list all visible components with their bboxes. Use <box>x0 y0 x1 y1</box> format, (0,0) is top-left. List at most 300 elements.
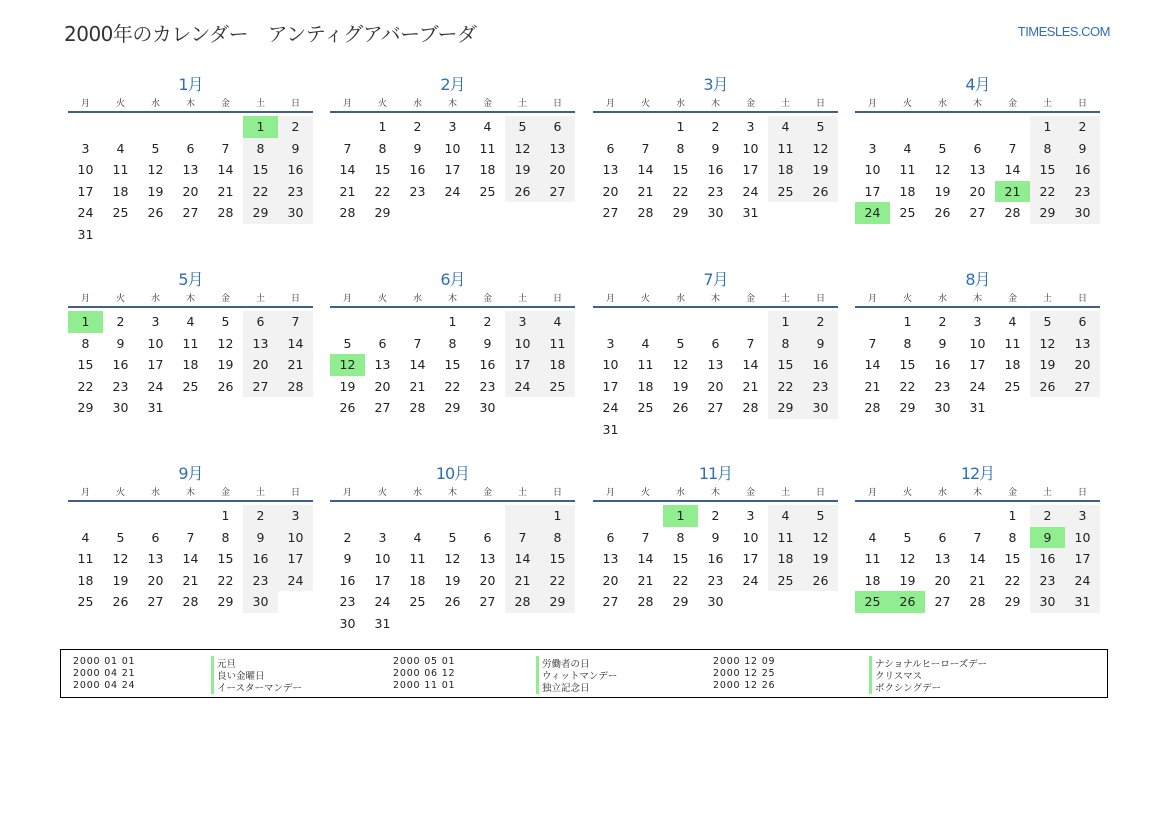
month-block <box>855 74 1100 224</box>
empty-cell <box>960 116 995 138</box>
weekday-label: 火 <box>640 294 650 304</box>
empty-cell <box>330 116 365 138</box>
day-cell: 18 <box>864 572 881 588</box>
day-cell: 27 <box>374 400 391 415</box>
empty-cell <box>103 116 138 138</box>
day-cell: 10 <box>77 162 94 177</box>
day-cell: 29 <box>217 594 234 609</box>
day-cell: 3 <box>151 314 160 329</box>
month-name: 2月 <box>440 75 465 94</box>
weekday-label: 日 <box>815 294 825 304</box>
day-cell: 19 <box>339 378 356 394</box>
day-grid <box>330 311 575 419</box>
holiday-name: 良い金曜日 <box>211 668 265 682</box>
day-cell: 5 <box>448 529 457 545</box>
day-cell: 24 <box>742 183 759 199</box>
day-cell: 9 <box>243 527 278 549</box>
day-cell: 25 <box>768 570 803 592</box>
empty-cell <box>435 613 470 635</box>
month-block <box>855 269 1100 419</box>
day-cell: 16 <box>707 162 724 177</box>
day-cell: 24 <box>602 400 619 415</box>
weekday-header <box>593 485 838 500</box>
day-cell: 18 <box>768 548 803 570</box>
empty-cell <box>173 505 208 527</box>
holiday-name: クリスマス <box>869 668 922 682</box>
day-cell: 12 <box>899 551 916 566</box>
weekday-label: 水 <box>412 294 422 304</box>
weekday-label: 木 <box>447 488 457 498</box>
day-cell: 25 <box>899 205 916 220</box>
empty-cell <box>208 397 243 419</box>
weekday-label: 金 <box>745 99 755 109</box>
day-cell: 17 <box>742 551 759 566</box>
day-cell: 6 <box>606 140 615 156</box>
day-cell: 5 <box>151 140 160 156</box>
day-cell: 26 <box>1030 376 1065 398</box>
day-cell: 3 <box>746 119 755 134</box>
day-cell: 10 <box>147 335 164 351</box>
day-cell: 9 <box>803 333 838 355</box>
empty-cell <box>400 202 435 224</box>
day-grid <box>593 116 838 224</box>
day-cell: 26 <box>217 378 234 394</box>
day-cell: 4 <box>81 529 90 545</box>
month-name: 12月 <box>960 464 995 483</box>
weekday-label: 火 <box>902 488 912 498</box>
day-cell: 7 <box>505 527 540 549</box>
month-name: 11月 <box>698 464 733 483</box>
day-cell: 4 <box>768 116 803 138</box>
day-cell: 7 <box>641 140 650 156</box>
day-cell: 23 <box>278 181 313 203</box>
empty-cell <box>733 419 768 441</box>
day-cell: 5 <box>803 116 838 138</box>
day-cell: 18 <box>182 357 199 372</box>
day-cell: 8 <box>768 333 803 355</box>
day-cell: 8 <box>378 140 387 156</box>
weekday-label: 日 <box>290 294 300 304</box>
day-cell: 29 <box>540 591 575 613</box>
month-block <box>68 463 313 613</box>
empty-cell <box>768 419 803 441</box>
day-cell: 7 <box>413 335 422 351</box>
weekday-header <box>330 96 575 111</box>
day-cell: 30 <box>803 397 838 419</box>
day-cell: 14 <box>969 551 986 566</box>
day-cell: 19 <box>112 572 129 588</box>
empty-cell <box>173 397 208 419</box>
weekday-header <box>330 291 575 306</box>
day-cell: 9 <box>711 529 720 545</box>
empty-cell <box>698 419 733 441</box>
day-cell: 3 <box>378 529 387 545</box>
day-cell: 10 <box>742 529 759 545</box>
day-cell: 4 <box>641 335 650 351</box>
weekday-label: 月 <box>605 294 615 304</box>
day-cell: 3 <box>868 140 877 156</box>
day-cell: 21 <box>182 572 199 588</box>
day-grid <box>855 116 1100 224</box>
month-block <box>593 463 838 613</box>
header-rule <box>855 500 1100 502</box>
weekday-label: 金 <box>1007 294 1017 304</box>
weekday-label: 火 <box>377 294 387 304</box>
day-cell: 20 <box>1065 354 1100 376</box>
empty-cell <box>278 397 313 419</box>
day-cell: 28 <box>1004 205 1021 220</box>
day-cell: 13 <box>540 138 575 160</box>
day-cell: 24 <box>77 205 94 220</box>
day-cell: 15 <box>374 162 391 177</box>
day-cell: 21 <box>637 572 654 588</box>
day-cell: 10 <box>969 335 986 351</box>
weekday-label: 月 <box>867 99 877 109</box>
day-cell: 13 <box>969 162 986 177</box>
month-block <box>330 463 575 634</box>
weekday-header <box>593 291 838 306</box>
day-cell: 1 <box>221 508 230 523</box>
day-cell: 21 <box>409 378 426 394</box>
empty-cell <box>960 505 995 527</box>
weekday-label: 木 <box>710 294 720 304</box>
holiday-date: 2000 04 21 <box>73 668 136 679</box>
weekday-header <box>855 485 1100 500</box>
weekday-label: 火 <box>902 99 912 109</box>
day-cell: 21 <box>742 378 759 394</box>
weekday-label: 金 <box>745 488 755 498</box>
weekday-label: 火 <box>377 488 387 498</box>
day-cell: 27 <box>1065 376 1100 398</box>
day-cell: 14 <box>742 357 759 372</box>
day-cell: 1 <box>540 505 575 527</box>
day-cell: 11 <box>768 138 803 160</box>
holiday-date: 2000 06 12 <box>393 668 456 679</box>
day-cell: 13 <box>602 162 619 177</box>
weekday-label: 金 <box>1007 99 1017 109</box>
day-cell: 1 <box>1030 116 1065 138</box>
weekday-label: 月 <box>342 99 352 109</box>
day-cell: 29 <box>672 205 689 220</box>
day-cell: 29 <box>899 400 916 415</box>
day-cell: 2 <box>1030 505 1065 527</box>
weekday-header <box>68 96 313 111</box>
weekday-label: 木 <box>185 99 195 109</box>
month-name: 9月 <box>178 464 203 483</box>
weekday-label: 土 <box>255 488 265 498</box>
day-cell: 10 <box>864 162 881 177</box>
day-cell: 31 <box>742 205 759 220</box>
day-cell: 20 <box>969 183 986 199</box>
weekday-label: 木 <box>972 294 982 304</box>
day-cell: 22 <box>374 183 391 199</box>
day-cell: 9 <box>711 140 720 156</box>
day-cell: 2 <box>278 116 313 138</box>
day-cell: 3 <box>448 119 457 134</box>
day-grid <box>855 311 1100 419</box>
day-cell: 11 <box>540 333 575 355</box>
day-cell: 16 <box>934 357 951 372</box>
day-cell: 19 <box>147 183 164 199</box>
day-grid <box>68 116 313 245</box>
weekday-label: 水 <box>412 488 422 498</box>
day-cell: 11 <box>637 357 654 372</box>
day-cell: 26 <box>339 400 356 415</box>
day-cell: 6 <box>186 140 195 156</box>
day-cell: 23 <box>112 378 129 394</box>
day-cell: 23 <box>707 183 724 199</box>
day-cell: 11 <box>864 551 881 566</box>
empty-cell <box>103 505 138 527</box>
day-cell: 28 <box>339 205 356 220</box>
day-cell: 21 <box>969 572 986 588</box>
empty-cell <box>995 116 1030 138</box>
weekday-label: 木 <box>447 99 457 109</box>
day-cell: 2 <box>343 529 352 545</box>
empty-cell <box>243 224 278 246</box>
day-cell: 8 <box>243 138 278 160</box>
day-cell: 9 <box>1065 138 1100 160</box>
empty-cell <box>855 311 890 333</box>
day-cell: 8 <box>903 335 912 351</box>
day-cell: 1 <box>1008 508 1017 523</box>
day-cell: 6 <box>711 335 720 351</box>
day-cell: 13 <box>602 551 619 566</box>
day-cell: 27 <box>707 400 724 415</box>
month-name: 10月 <box>435 464 470 483</box>
empty-cell <box>628 116 663 138</box>
day-cell: 18 <box>479 162 496 177</box>
weekday-label: 日 <box>815 99 825 109</box>
weekday-label: 金 <box>482 99 492 109</box>
day-cell: 10 <box>374 551 391 566</box>
day-cell: 31 <box>77 226 94 242</box>
day-cell: 3 <box>81 140 90 156</box>
day-cell: 6 <box>973 140 982 156</box>
day-cell: 14 <box>864 357 881 372</box>
day-cell: 25 <box>479 183 496 199</box>
weekday-label: 水 <box>675 488 685 498</box>
empty-cell <box>768 202 803 224</box>
day-cell: 16 <box>278 159 313 181</box>
holiday-date: 2000 05 01 <box>393 656 456 667</box>
empty-cell <box>593 116 628 138</box>
day-cell: 15 <box>217 551 234 566</box>
day-cell: 10 <box>602 357 619 372</box>
day-cell: 15 <box>540 548 575 570</box>
day-cell: 14 <box>409 357 426 372</box>
day-cell: 27 <box>934 594 951 609</box>
day-cell: 30 <box>243 591 278 613</box>
day-cell: 12 <box>505 138 540 160</box>
day-cell: 1 <box>663 505 698 527</box>
day-cell: 7 <box>1008 140 1017 156</box>
weekday-label: 火 <box>115 99 125 109</box>
month-name: 5月 <box>178 270 203 289</box>
empty-cell <box>855 116 890 138</box>
empty-cell <box>365 311 400 333</box>
day-cell: 2 <box>243 505 278 527</box>
day-cell: 24 <box>1065 570 1100 592</box>
month-name: 3月 <box>703 75 728 94</box>
day-cell: 30 <box>1030 591 1065 613</box>
day-cell: 21 <box>339 183 356 199</box>
day-cell: 22 <box>1030 181 1065 203</box>
empty-cell <box>330 311 365 333</box>
day-cell: 15 <box>672 551 689 566</box>
empty-cell <box>208 116 243 138</box>
month-block <box>593 74 838 224</box>
day-cell: 25 <box>637 400 654 415</box>
weekday-label: 月 <box>342 294 352 304</box>
day-cell: 26 <box>803 181 838 203</box>
weekday-label: 月 <box>605 99 615 109</box>
day-cell: 22 <box>672 183 689 199</box>
weekday-label: 月 <box>867 488 877 498</box>
weekday-label: 日 <box>552 294 562 304</box>
day-cell: 15 <box>444 357 461 372</box>
day-cell: 17 <box>602 378 619 394</box>
day-cell: 29 <box>1030 202 1065 224</box>
day-cell: 25 <box>540 376 575 398</box>
day-cell: 21 <box>637 183 654 199</box>
day-cell: 13 <box>182 162 199 177</box>
day-cell: 26 <box>890 591 925 613</box>
empty-cell <box>593 311 628 333</box>
empty-cell <box>803 591 838 613</box>
day-cell: 9 <box>343 551 352 566</box>
day-cell: 22 <box>768 376 803 398</box>
weekday-label: 火 <box>640 99 650 109</box>
day-cell: 8 <box>448 335 457 351</box>
day-cell: 20 <box>147 572 164 588</box>
weekday-header <box>68 291 313 306</box>
empty-cell <box>890 116 925 138</box>
weekday-label: 木 <box>972 99 982 109</box>
empty-cell <box>138 505 173 527</box>
day-cell: 2 <box>938 314 947 329</box>
weekday-label: 月 <box>80 294 90 304</box>
month-block <box>593 269 838 440</box>
empty-cell <box>663 419 698 441</box>
day-cell: 14 <box>217 162 234 177</box>
month-block <box>68 74 313 245</box>
header-rule <box>330 500 575 502</box>
weekday-label: 木 <box>185 294 195 304</box>
holiday-name: イースターマンデー <box>211 680 302 694</box>
weekday-label: 土 <box>780 488 790 498</box>
day-cell: 30 <box>934 400 951 415</box>
weekday-label: 土 <box>780 294 790 304</box>
day-cell: 17 <box>444 162 461 177</box>
day-cell: 31 <box>147 400 164 415</box>
day-cell: 26 <box>147 205 164 220</box>
empty-cell <box>400 613 435 635</box>
day-cell: 18 <box>112 183 129 199</box>
day-cell: 19 <box>505 159 540 181</box>
weekday-label: 土 <box>517 99 527 109</box>
weekday-label: 水 <box>937 488 947 498</box>
day-cell: 18 <box>768 159 803 181</box>
weekday-header <box>855 291 1100 306</box>
day-cell: 27 <box>602 205 619 220</box>
day-cell: 12 <box>934 162 951 177</box>
weekday-label: 木 <box>185 488 195 498</box>
day-cell: 25 <box>768 181 803 203</box>
holiday-name: ナショナルヒーローズデー <box>869 656 987 670</box>
day-cell: 20 <box>602 572 619 588</box>
day-cell: 13 <box>243 333 278 355</box>
day-cell: 22 <box>217 572 234 588</box>
empty-cell <box>540 202 575 224</box>
weekday-label: 月 <box>342 488 352 498</box>
weekday-label: 日 <box>290 99 300 109</box>
day-cell: 1 <box>768 311 803 333</box>
day-cell: 23 <box>1030 570 1065 592</box>
holiday-date: 2000 12 25 <box>713 668 776 679</box>
empty-cell <box>505 505 540 527</box>
day-cell: 14 <box>637 162 654 177</box>
day-cell: 25 <box>182 378 199 394</box>
day-cell: 2 <box>711 508 720 523</box>
empty-cell <box>470 613 505 635</box>
day-cell: 7 <box>868 335 877 351</box>
day-cell: 5 <box>938 140 947 156</box>
empty-cell <box>470 202 505 224</box>
day-cell: 6 <box>540 116 575 138</box>
day-cell: 14 <box>505 548 540 570</box>
month-name: 7月 <box>703 270 728 289</box>
site-logo-link[interactable]: TIMESLES.COM <box>1017 24 1110 39</box>
day-cell: 25 <box>409 594 426 609</box>
weekday-label: 土 <box>1042 488 1052 498</box>
empty-cell <box>628 505 663 527</box>
weekday-label: 金 <box>220 294 230 304</box>
day-cell: 27 <box>479 594 496 609</box>
day-cell: 29 <box>1004 594 1021 609</box>
empty-cell <box>505 397 540 419</box>
day-cell: 22 <box>1004 572 1021 588</box>
day-cell: 28 <box>182 594 199 609</box>
day-cell: 1 <box>243 116 278 138</box>
day-cell: 19 <box>217 357 234 372</box>
empty-cell <box>435 202 470 224</box>
day-cell: 13 <box>707 357 724 372</box>
day-cell: 12 <box>803 138 838 160</box>
weekday-label: 火 <box>640 488 650 498</box>
header-rule <box>330 306 575 308</box>
weekday-label: 火 <box>377 99 387 109</box>
day-cell: 29 <box>768 397 803 419</box>
day-cell: 2 <box>413 119 422 134</box>
month-name: 1月 <box>178 75 203 94</box>
day-cell: 2 <box>711 119 720 134</box>
weekday-label: 日 <box>1077 99 1087 109</box>
day-cell: 20 <box>707 378 724 394</box>
weekday-header <box>330 485 575 500</box>
day-cell: 20 <box>243 354 278 376</box>
day-cell: 9 <box>413 140 422 156</box>
weekday-label: 木 <box>447 294 457 304</box>
day-cell: 24 <box>742 572 759 588</box>
day-cell: 18 <box>1004 357 1021 372</box>
day-cell: 8 <box>676 529 685 545</box>
day-cell: 16 <box>339 572 356 588</box>
day-cell: 22 <box>672 572 689 588</box>
header-rule <box>855 111 1100 113</box>
day-cell: 20 <box>934 572 951 588</box>
header-rule <box>593 500 838 502</box>
